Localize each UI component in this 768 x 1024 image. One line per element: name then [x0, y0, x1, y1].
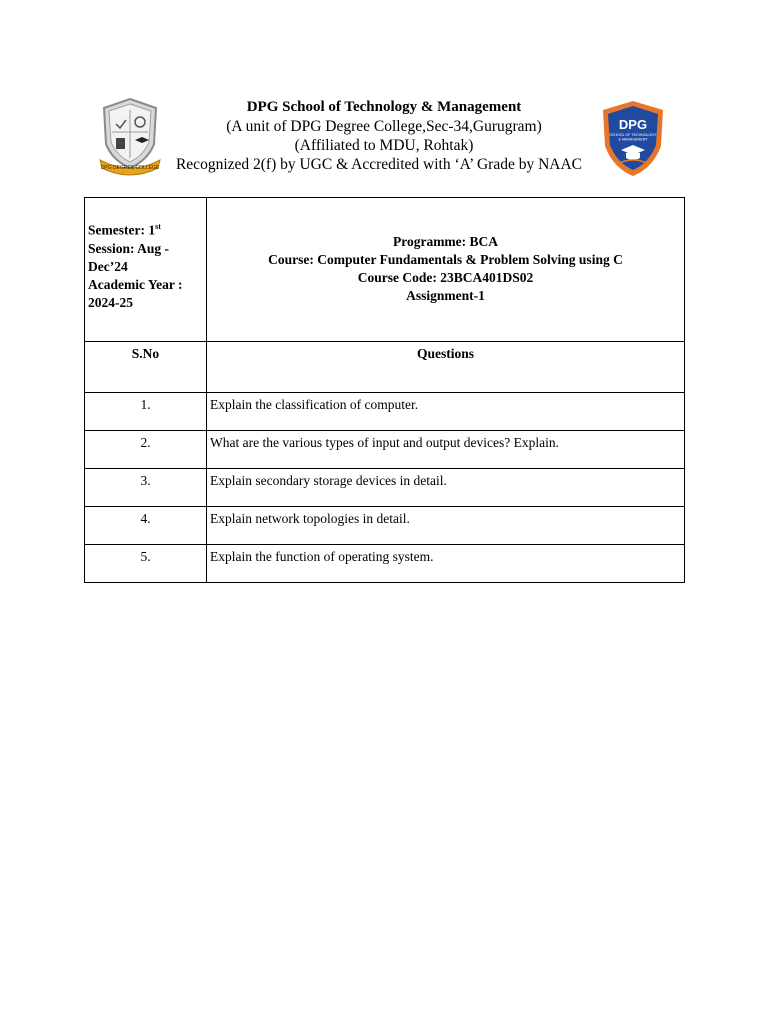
assignment-title: Assignment-1 — [406, 288, 485, 303]
row-number: 3. — [85, 469, 207, 507]
course-details-cell — [207, 198, 685, 342]
row-question: Explain secondary storage devices in detail. — [207, 469, 685, 507]
table-row — [85, 393, 685, 431]
academic-year-line-2: 2024-25 — [88, 294, 133, 310]
right-logo-sub2: & MANAGEMENT — [618, 137, 648, 142]
row-question: Explain the function of operating system. — [207, 545, 685, 583]
right-logo-title: DPG — [618, 117, 648, 132]
left-logo-text: DPG DEGREE COLLEGE — [100, 165, 160, 171]
session-line-1: Session: Aug - — [88, 240, 170, 256]
programme: Programme: BCA — [392, 234, 499, 249]
institution-heading — [164, 98, 604, 174]
row-question: What are the various types of input and output devices? Explain. — [207, 431, 685, 469]
semester-line: Semester: 1st — [88, 222, 161, 238]
course-code: Course Code: 23BCA401DS02 — [357, 270, 534, 285]
institution-name: DPG School of Technology & Management — [246, 99, 522, 115]
institution-unit: (A unit of DPG Degree College,Sec-34,Gurugram) — [226, 118, 542, 135]
row-number: 4. — [85, 507, 207, 545]
row-number: 5. — [85, 545, 207, 583]
table-header-row — [85, 342, 685, 393]
table-row — [85, 431, 685, 469]
academic-year-line-1: Academic Year : — [88, 276, 183, 292]
session-line-2: Dec’24 — [88, 258, 128, 274]
table-row — [85, 507, 685, 545]
row-number: 2. — [85, 431, 207, 469]
sno-header: S.No — [85, 342, 207, 393]
course-info-row — [85, 198, 685, 342]
row-question: Explain network topologies in detail. — [207, 507, 685, 545]
institution-recognition: Recognized 2(f) by UGC & Accredited with ‘A’ Grade by NAAC — [175, 156, 583, 173]
table-row — [85, 545, 685, 583]
questions-header: Questions — [207, 342, 685, 393]
school-shield-logo — [599, 98, 667, 178]
table-row — [85, 469, 685, 507]
row-number: 1. — [85, 393, 207, 431]
right-logo-sub1: SCHOOL OF TECHNOLOGY — [609, 133, 657, 137]
semester-cell — [85, 198, 207, 342]
row-question: Explain the classification of computer. — [207, 393, 685, 431]
course-title: Course: Computer Fundamentals & Problem Solving using C — [268, 252, 623, 267]
assignment-table — [84, 197, 685, 583]
letterhead — [96, 92, 672, 186]
institution-affiliation: (Affiliated to MDU, Rohtak) — [294, 137, 474, 154]
